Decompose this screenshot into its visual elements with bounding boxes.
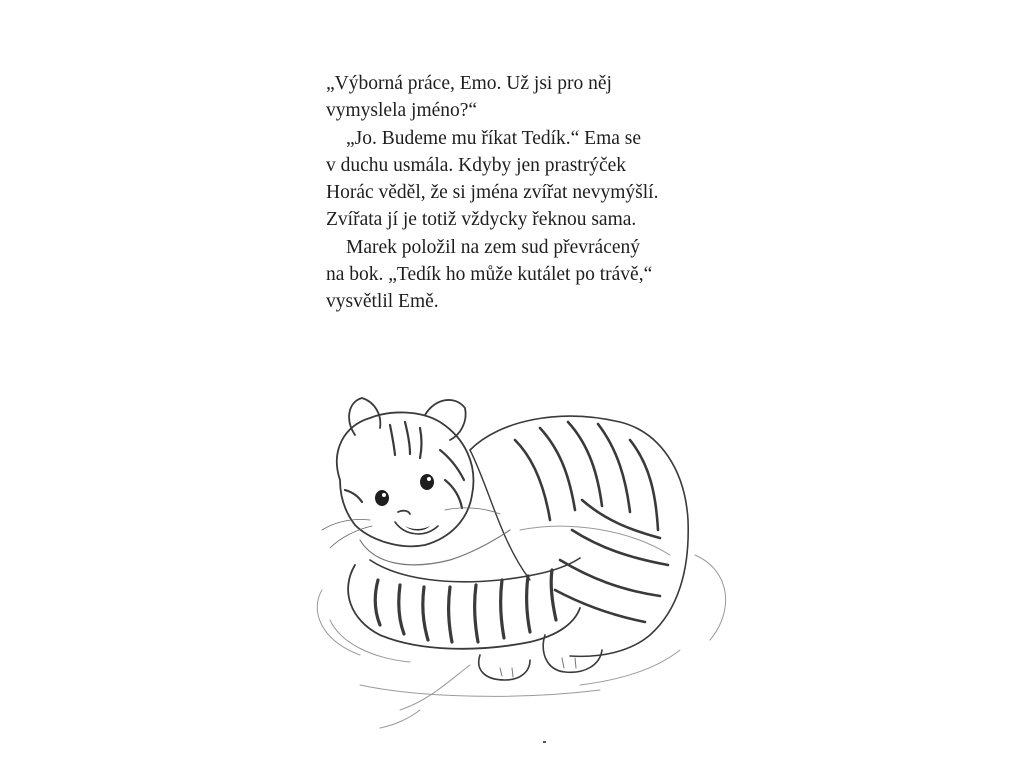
paragraph-1 xyxy=(326,70,746,125)
text-line: „Výborná práce, Emo. Už jsi pro něj xyxy=(326,73,612,94)
paragraph-3 xyxy=(326,234,746,316)
tiger-cub-illustration xyxy=(300,380,740,760)
text-line: vymyslela jméno?“ xyxy=(326,100,478,122)
text-line: na bok. „Tedík ho může kutálet po trávě,“ xyxy=(326,264,653,286)
text-line: Zvířata jí je totiž vždycky řeknou sama. xyxy=(326,209,637,231)
text-line: v duchu usmála. Kdyby jen prastrýček xyxy=(326,154,627,176)
story-text xyxy=(326,70,746,316)
tiger-cub-drawing-icon xyxy=(300,380,740,760)
text-line: vysvětlil Emě. xyxy=(326,291,439,313)
text-line: Horác věděl, že si jména zvířat nevymýšlí. xyxy=(326,182,659,204)
page-mark xyxy=(543,741,546,743)
paragraph-2 xyxy=(326,125,746,234)
text-line: „Jo. Budeme mu říkat Tedík.“ Ema se xyxy=(346,127,642,149)
text-line: Marek položil na zem sud převrácený xyxy=(346,236,641,258)
